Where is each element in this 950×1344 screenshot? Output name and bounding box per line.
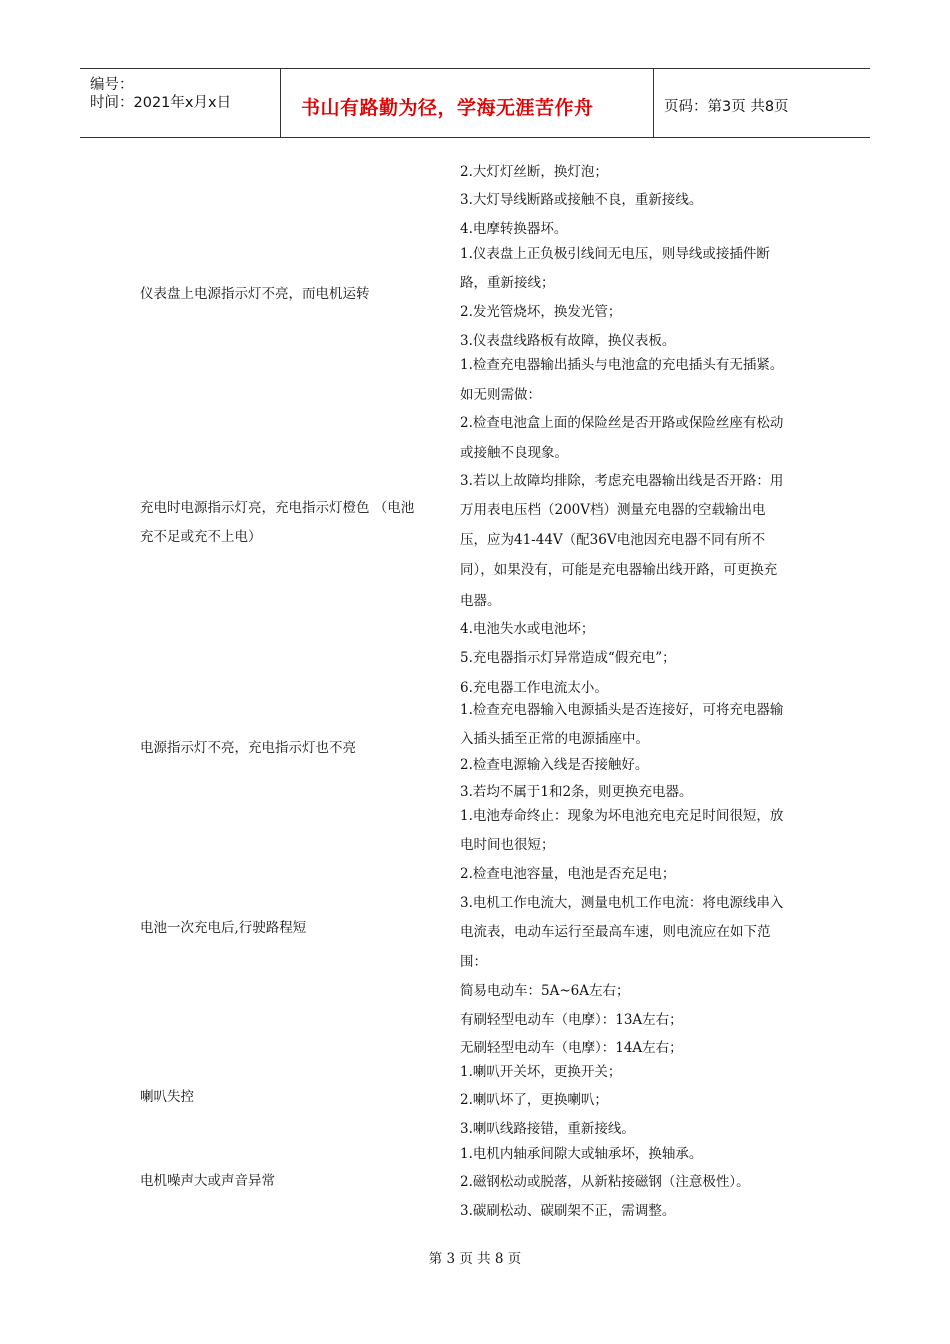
solution-line: 4.电池失水或电池坏； — [460, 621, 595, 637]
solution-line: 电时间也很短； — [460, 837, 555, 853]
solution-line: 1.检查充电器输入电源插头是否连接好，可将充电器输 — [460, 702, 784, 718]
solution-line: 路，重新接线； — [460, 275, 555, 291]
document-number: 编号： — [90, 77, 134, 93]
solution-line: 同），如果没有，可能是充电器输出线开路，可更换充 — [460, 562, 778, 578]
solution-line: 3.碳刷松动、碳刷架不正，需调整。 — [460, 1203, 676, 1219]
solution-line: 3.若以上故障均排除，考虑充电器输出线是否开路：用 — [460, 473, 784, 489]
problem-2-line1: 充电时电源指示灯亮，充电指示灯橙色 （电池 — [140, 500, 415, 516]
solution-line: 3.电机工作电流大，测量电机工作电流：将电源线串入 — [460, 895, 784, 911]
solution-line: 压，应为41-44V（配36V电池因充电器不同有所不 — [460, 532, 766, 548]
problem-5: 喇叭失控 — [140, 1089, 194, 1105]
solution-line: 电流表，电动车运行至最高车速，则电流应在如下范 — [460, 924, 771, 940]
problem-3: 电源指示灯不亮，充电指示灯也不亮 — [140, 740, 356, 756]
solution-line: 1.喇叭开关坏，更换开关； — [460, 1064, 622, 1080]
problem-4: 电池一次充电后,行驶路程短 — [140, 920, 307, 936]
solution-line: 无刷轻型电动车（电摩）：14A左右； — [460, 1040, 683, 1056]
solution-line: 围： — [460, 954, 487, 970]
document-date: 时间：2021年x月x日 — [90, 95, 232, 111]
solution-line: 2.检查电源输入线是否接触好。 — [460, 757, 649, 773]
page-header — [80, 68, 870, 138]
solution-line: 3.喇叭线路接错，重新接线。 — [460, 1121, 635, 1137]
solution-line: 电器。 — [460, 593, 501, 609]
solution-line: 有刷轻型电动车（电摩）：13A左右； — [460, 1012, 683, 1028]
solution-line: 万用表电压档（200V档）测量充电器的空载输出电 — [460, 502, 766, 518]
problem-2-line2: 充不足或充不上电） — [140, 529, 262, 545]
solution-line: 3.仪表盘线路板有故障，换仪表板。 — [460, 333, 676, 349]
solution-line: 入插头插至正常的电源插座中。 — [460, 731, 649, 747]
solution-line: 1.电机内轴承间隙大或轴承坏，换轴承。 — [460, 1146, 703, 1162]
solution-line: 或接触不良现象。 — [460, 445, 568, 461]
solution-line: 1.仪表盘上正负极引线间无电压，则导线或接插件断 — [460, 246, 770, 262]
header-page-number: 页码：第3页 共8页 — [664, 99, 789, 115]
motto: 书山有路勤为径，学海无涯苦作舟 — [301, 97, 594, 119]
solution-line: 2.喇叭坏了，更换喇叭； — [460, 1092, 608, 1108]
solution-line: 2.发光管烧坏，换发光管； — [460, 304, 622, 320]
solution-line: 1.电池寿命终止：现象为坏电池充电充足时间很短，放 — [460, 808, 784, 824]
solution-line: 4.电摩转换器坏。 — [460, 221, 568, 237]
solution-line: 简易电动车：5A~6A左右； — [460, 983, 630, 999]
solution-line: 如无则需做： — [460, 387, 541, 403]
solution-line: 2.检查电池容量，电池是否充足电； — [460, 866, 676, 882]
problem-6: 电机噪声大或声音异常 — [140, 1173, 275, 1189]
header-motto-cell — [281, 69, 654, 137]
header-info-cell — [80, 69, 281, 137]
problem-1: 仪表盘上电源指示灯不亮，而电机运转 — [140, 286, 370, 302]
solution-line: 6.充电器工作电流太小。 — [460, 680, 608, 696]
solution-line: 3.大灯导线断路或接触不良，重新接线。 — [460, 192, 703, 208]
page-footer: 第 3 页 共 8 页 — [428, 1251, 522, 1267]
solution-line: 2.检查电池盒上面的保险丝是否开路或保险丝座有松动 — [460, 415, 784, 431]
solution-line: 2.大灯灯丝断，换灯泡； — [460, 164, 608, 180]
solution-line: 5.充电器指示灯异常造成“假充电”； — [460, 650, 676, 666]
header-page-cell — [654, 69, 870, 137]
solution-line: 1.检查充电器输出插头与电池盒的充电插头有无插紧。 — [460, 357, 784, 373]
solution-line: 3.若均不属于1和2条，则更换充电器。 — [460, 784, 693, 800]
solution-line: 2.磁钢松动或脱落，从新粘接磁钢（注意极性）。 — [460, 1174, 750, 1190]
